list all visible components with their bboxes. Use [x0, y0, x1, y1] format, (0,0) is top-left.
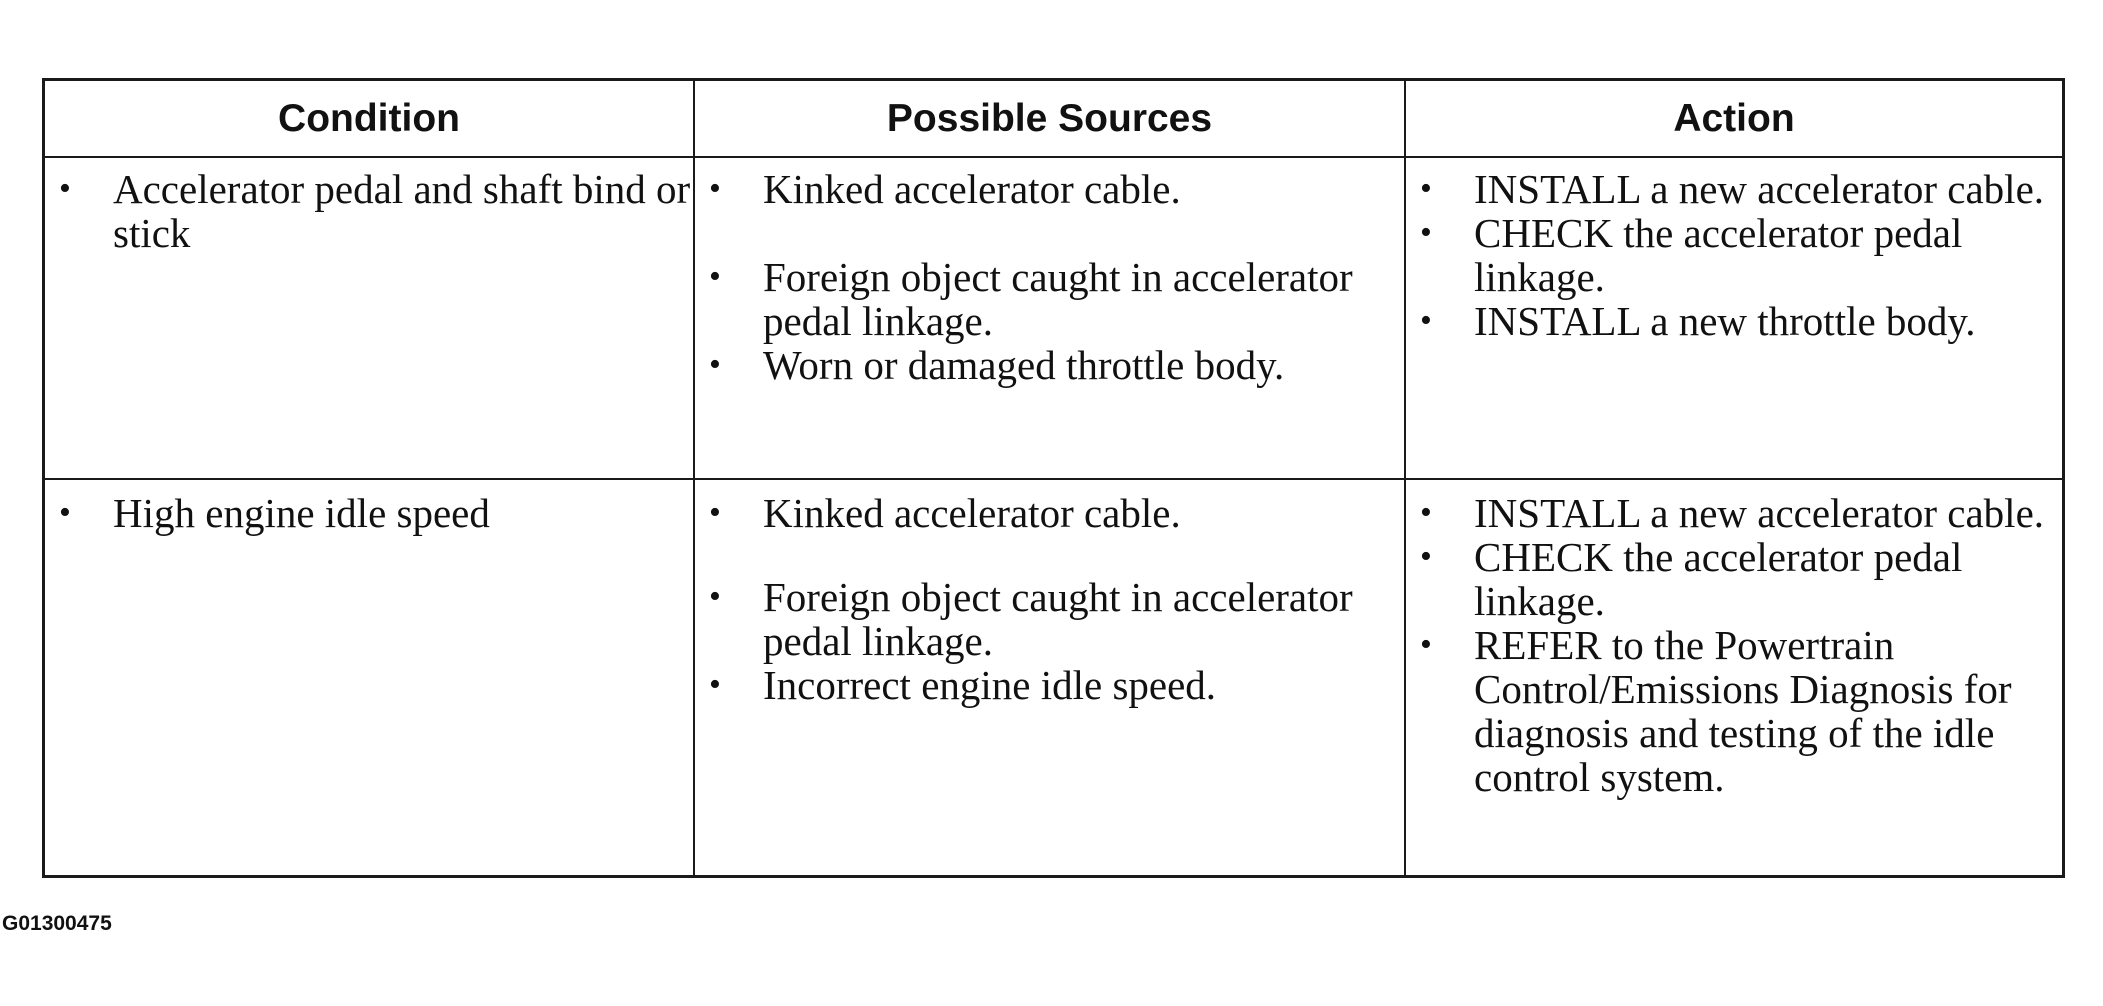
row-2-sources-cell	[695, 491, 1404, 707]
actions-list	[1406, 167, 2054, 343]
bullet-icon: •	[1420, 494, 1432, 531]
header-action: Action	[1673, 96, 1795, 140]
bullet-icon: •	[709, 494, 721, 531]
list-item: • Worn or damaged throttle body.	[709, 342, 1285, 388]
list-item: • Accelerator pedal and shaft bind or stick	[59, 166, 691, 256]
list-item: • CHECK the accelerator pedal linkage.	[1420, 534, 1963, 624]
condition-list	[45, 167, 693, 255]
row-divider	[45, 478, 2062, 480]
bullet-icon: •	[1420, 538, 1432, 575]
actions-list	[1406, 491, 2054, 799]
bullet-icon: •	[709, 258, 721, 295]
row-1-sources-cell	[695, 167, 1404, 387]
bullet-icon: •	[709, 346, 721, 383]
row-1-condition-cell	[45, 167, 693, 255]
list-item: • INSTALL a new accelerator cable.	[1420, 490, 2045, 536]
bullet-icon: •	[59, 494, 71, 531]
bullet-icon: •	[709, 578, 721, 615]
condition-list	[45, 491, 693, 535]
bullet-icon: •	[1420, 170, 1432, 207]
row-2-actions-cell	[1406, 491, 2062, 799]
list-item: • Foreign object caught in accelerator pedal linkage.	[709, 254, 1353, 344]
list-item: • High engine idle speed	[59, 490, 490, 536]
bullet-icon: •	[1420, 214, 1432, 251]
list-item: • INSTALL a new accelerator cable.	[1420, 166, 2045, 212]
list-item: • Kinked accelerator cable.	[709, 490, 1181, 536]
bullet-icon: •	[709, 170, 721, 207]
list-item: • REFER to the Powertrain Control/Emissions Diagnosis for diagnosis and testing of the idle control system.	[1420, 622, 2012, 800]
row-1-actions-cell	[1406, 167, 2062, 343]
bullet-icon: •	[1420, 302, 1432, 339]
diagnosis-table	[42, 78, 2065, 878]
header-divider	[45, 156, 2062, 158]
sources-list	[695, 491, 1394, 707]
sources-list	[695, 167, 1394, 387]
list-item: • INSTALL a new throttle body.	[1420, 298, 1976, 344]
bullet-icon: •	[709, 666, 721, 703]
figure-code: G01300475	[2, 912, 112, 935]
header-possible-sources: Possible Sources	[886, 96, 1213, 140]
row-2-condition-cell	[45, 491, 693, 535]
list-item: • Kinked accelerator cable.	[709, 166, 1181, 212]
bullet-icon: •	[1420, 626, 1432, 663]
list-item: • CHECK the accelerator pedal linkage.	[1420, 210, 1963, 300]
bullet-icon: •	[59, 170, 71, 207]
list-item: • Foreign object caught in accelerator pedal linkage.	[709, 574, 1353, 664]
header-condition: Condition	[278, 96, 460, 140]
list-item: • Incorrect engine idle speed.	[709, 662, 1217, 708]
